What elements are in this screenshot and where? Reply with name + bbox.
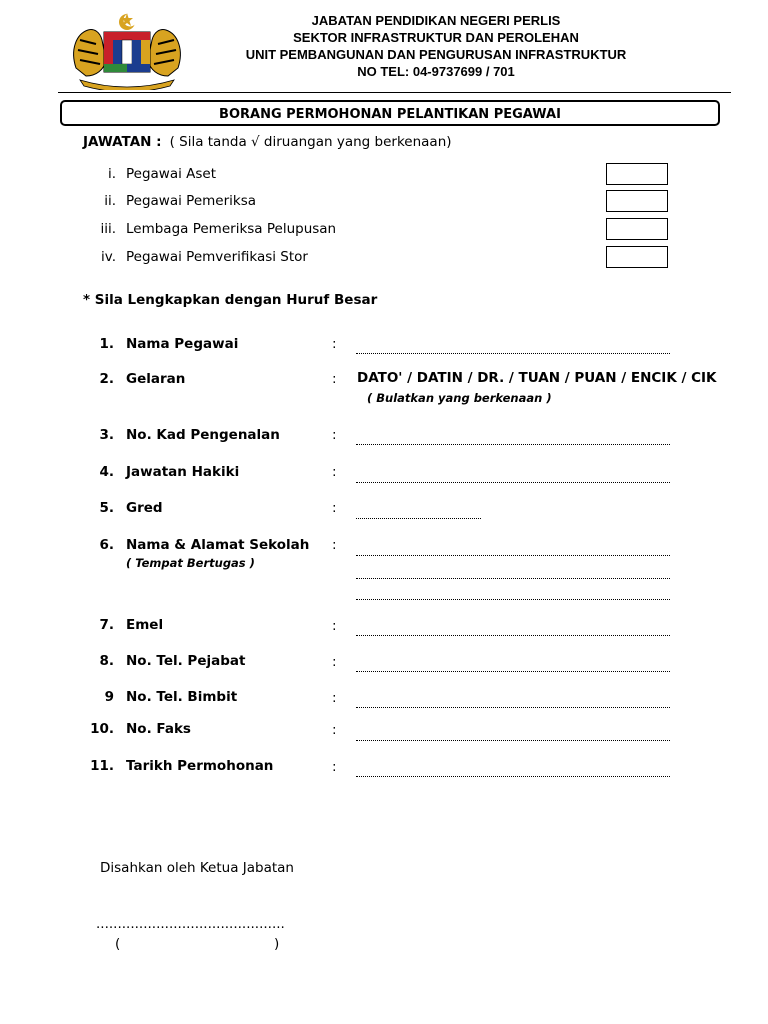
- field-label-gred: Gred: [126, 500, 163, 516]
- option-number: iii.: [100, 221, 116, 237]
- tarikh-permohonan-input-line[interactable]: [356, 776, 670, 777]
- gred-input-line[interactable]: [356, 518, 481, 519]
- field-colon: :: [332, 654, 337, 670]
- option-number: iv.: [101, 249, 116, 265]
- tel-pejabat-input-line[interactable]: [356, 671, 670, 672]
- field-number: 4.: [99, 464, 114, 480]
- instruction-note: * Sila Lengkapkan dengan Huruf Besar: [83, 292, 378, 308]
- field-colon: :: [332, 722, 337, 738]
- jawatan-instruction: ( Sila tanda √ diruangan yang berkenaan): [169, 134, 452, 150]
- option-label-lembaga-pemeriksa: Lembaga Pemeriksa Pelupusan: [126, 221, 337, 237]
- field-number: 3.: [99, 427, 114, 443]
- checkbox-pegawai-pemverifikasi[interactable]: [606, 246, 668, 268]
- option-label-pegawai-aset: Pegawai Aset: [126, 166, 217, 182]
- no-faks-input-line[interactable]: [356, 740, 670, 741]
- field-number: 8.: [99, 653, 114, 669]
- tempat-bertugas-note: ( Tempat Bertugas ): [126, 556, 255, 570]
- field-label-nama-pegawai: Nama Pegawai: [126, 336, 239, 352]
- emel-input-line[interactable]: [356, 635, 670, 636]
- alamat-sekolah-input-line-1[interactable]: [356, 555, 670, 556]
- field-colon: :: [332, 336, 337, 352]
- form-title: BORANG PERMOHONAN PELANTIKAN PEGAWAI: [60, 100, 720, 126]
- coat-of-arms-logo: [66, 10, 188, 90]
- option-number: i.: [107, 166, 116, 182]
- checkbox-pegawai-aset[interactable]: [606, 163, 668, 185]
- field-label-kad-pengenalan: No. Kad Pengenalan: [126, 427, 280, 443]
- signature-name-open-paren: (: [115, 936, 121, 952]
- field-label-tarikh-permohonan: Tarikh Permohonan: [126, 758, 274, 774]
- field-number: 10.: [90, 721, 114, 737]
- option-label-pegawai-pemeriksa: Pegawai Pemeriksa: [126, 193, 257, 209]
- alamat-sekolah-input-line-3[interactable]: [356, 599, 670, 600]
- header-phone: NO TEL: 04-9737699 / 701: [357, 64, 515, 79]
- field-number: 11.: [90, 758, 114, 774]
- jawatan-heading: [83, 134, 452, 150]
- field-colon: :: [332, 427, 337, 443]
- header-unit: UNIT PEMBANGUNAN DAN PENGURUSAN INFRASTRUKTUR: [245, 47, 627, 62]
- option-label-pegawai-pemverifikasi: Pegawai Pemverifikasi Stor: [126, 249, 308, 265]
- kad-pengenalan-input-line[interactable]: [356, 444, 670, 445]
- field-label-gelaran: Gelaran: [126, 371, 186, 387]
- header-agency: JABATAN PENDIDIKAN NEGERI PERLIS: [311, 13, 561, 28]
- alamat-sekolah-input-line-2[interactable]: [356, 578, 670, 579]
- field-colon: :: [332, 500, 337, 516]
- field-number: 9: [104, 689, 114, 705]
- field-label-nama-alamat-sekolah: Nama & Alamat Sekolah: [126, 537, 310, 553]
- field-number: 1.: [99, 336, 114, 352]
- checkbox-lembaga-pemeriksa[interactable]: [606, 218, 668, 240]
- field-colon: :: [332, 371, 337, 387]
- field-label-no-faks: No. Faks: [126, 721, 191, 737]
- header-divider: [58, 92, 731, 93]
- field-number: 5.: [99, 500, 114, 516]
- field-number: 2.: [99, 371, 114, 387]
- tel-bimbit-input-line[interactable]: [356, 707, 670, 708]
- field-colon: :: [332, 464, 337, 480]
- field-number: 7.: [99, 617, 114, 633]
- field-number: 6.: [99, 537, 114, 553]
- jawatan-label: JAWATAN :: [83, 134, 162, 150]
- header-sector: SEKTOR INFRASTRUKTUR DAN PEROLEHAN: [293, 30, 579, 45]
- jawatan-hakiki-input-line[interactable]: [356, 482, 670, 483]
- signature-label: Disahkan oleh Ketua Jabatan: [100, 860, 294, 876]
- field-label-tel-pejabat: No. Tel. Pejabat: [126, 653, 246, 669]
- signature-line[interactable]: ............................................: [96, 916, 285, 932]
- field-colon: :: [332, 759, 337, 775]
- signature-name-close-paren: ): [274, 936, 280, 952]
- field-colon: :: [332, 537, 337, 553]
- checkbox-pegawai-pemeriksa[interactable]: [606, 190, 668, 212]
- field-colon: :: [332, 618, 337, 634]
- field-label-tel-bimbit: No. Tel. Bimbit: [126, 689, 238, 705]
- gelaran-options[interactable]: DATO' / DATIN / DR. / TUAN / PUAN / ENCIK / CIK: [357, 370, 717, 386]
- nama-pegawai-input-line[interactable]: [356, 353, 670, 354]
- field-label-jawatan-hakiki: Jawatan Hakiki: [126, 464, 240, 480]
- field-label-emel: Emel: [126, 617, 164, 633]
- field-colon: :: [332, 690, 337, 706]
- gelaran-instruction: ( Bulatkan yang berkenaan ): [367, 391, 552, 405]
- option-number: ii.: [104, 193, 116, 209]
